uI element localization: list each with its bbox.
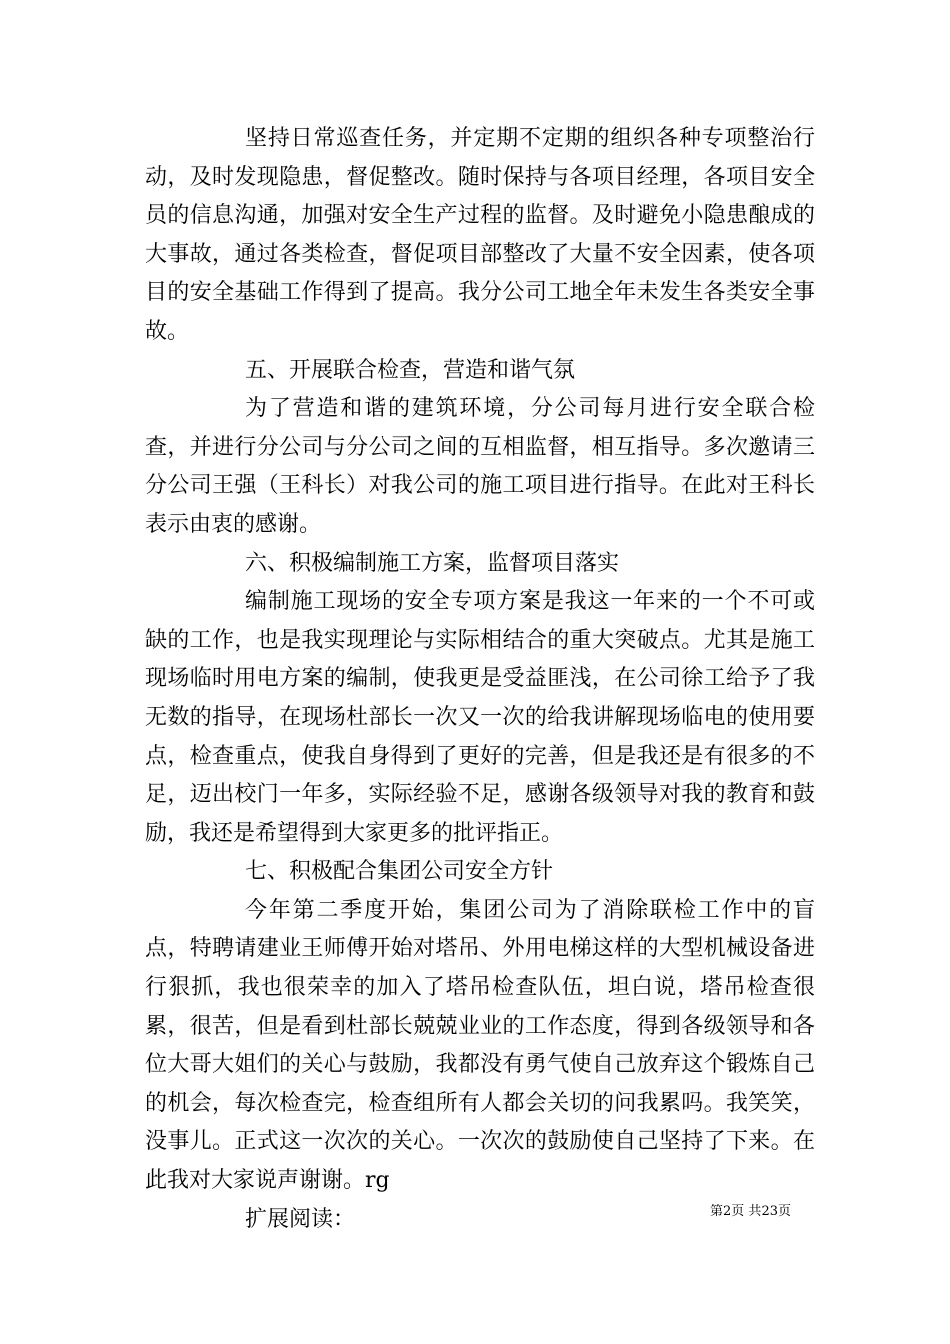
paragraph-extended-reading: 扩展阅读： bbox=[245, 1206, 356, 1232]
footer-current-page: 2 bbox=[723, 1204, 732, 1219]
section-heading-6: 六、积极编制施工方案，监督项目落实 bbox=[245, 550, 620, 576]
footer-middle: 页 共 bbox=[731, 1204, 762, 1219]
footer-total-pages: 23 bbox=[761, 1204, 778, 1219]
footer-suffix: 页 bbox=[777, 1204, 791, 1219]
document-body bbox=[145, 120, 815, 1239]
paragraph-construction-plan: 编制施工现场的安全专项方案是我这一年来的一个不可或缺的工作，也是我实现理论与实际相结合的重大突破点。尤其是施工现场临时用电方案的编制，使我更是受益匪浅，在公司徐工给予了我无数的指导，在现场杜部长一次又一次的给我讲解现场临电的使用要点，检查重点，使我自身得到了更好的完善，但是我还是有很多的不足，迈出校门一年多，实际经验不足，感谢各级领导对我的教育和鼓励，我还是希望得到大家更多的批评指正。 bbox=[145, 589, 815, 846]
paragraph-group-policy: 今年第二季度开始，集团公司为了消除联检工作中的盲点，特聘请建业王师傅开始对塔吊、外用电梯这样的大型机械设备进行狠抓，我也很荣幸的加入了塔吊检查队伍，坦白说，塔吊检查很累，很苦，但是看到杜部长兢兢业业的工作态度，得到各级领导和各位大哥大姐们的关心与鼓励，我都没有勇气使自己放弃这个锻炼自己的机会，每次检查完，检查组所有人都会关切的问我累吗。我笑笑，没事儿。正式这一次次的关心。一次次的鼓励使自己坚持了下来。在此我对大家说声谢谢。rg bbox=[145, 897, 815, 1194]
footer-prefix: 第 bbox=[710, 1204, 724, 1219]
section-heading-5: 五、开展联合检查，营造和谐气氛 bbox=[245, 357, 576, 383]
paragraph-patrol: 坚持日常巡查任务，并定期不定期的组织各种专项整治行动，及时发现隐患，督促整改。随时保持与各项目经理，各项目安全员的信息沟通，加强对安全生产过程的监督。及时避免小隐患酿成的大事故，通过各类检查，督促项目部整改了大量不安全因素，使各项目的安全基础工作得到了提高。我分公司工地全年未发生各类安全事故。 bbox=[145, 126, 815, 344]
section-heading-7: 七、积极配合集团公司安全方针 bbox=[245, 859, 554, 885]
paragraph-joint-inspection: 为了营造和谐的建筑环境，分公司每月进行安全联合检查，并进行分公司与分公司之间的互相监督，相互指导。多次邀请三分公司王强（王科长）对我公司的施工项目进行指导。在此对王科长表示由衷的感谢。 bbox=[145, 396, 815, 537]
page-number-footer bbox=[710, 1203, 791, 1221]
